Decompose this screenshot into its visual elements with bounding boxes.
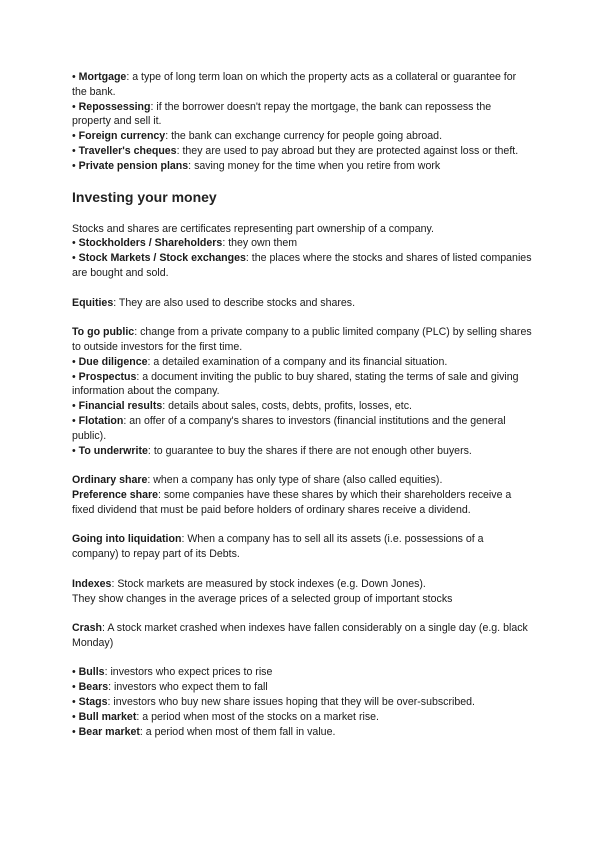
- term: To underwrite: [78, 444, 148, 457]
- definition: they are used to pay abroad but they are protected against loss or theft.: [182, 144, 519, 157]
- list-item: • To underwrite: to guarantee to buy the shares if there are not enough other buyers.: [72, 444, 472, 457]
- list-item: • Flotation: an offer of a company's shares to investors (financial institutions and the general public).: [72, 414, 506, 442]
- term: Stockholders / Shareholders: [78, 237, 223, 250]
- term: Mortgage: [78, 71, 127, 83]
- list-item: • Prospectus: a document inviting the public to buy shared, stating the terms of sale and giving information about the company.: [72, 370, 519, 398]
- definition: change from a private company to a public limited company (PLC) by selling shares to outside investors for the first time.: [72, 326, 532, 353]
- list-item: • Due diligence: a detailed examination of a company and its financial situation.: [72, 355, 448, 368]
- definition: a document inviting the public to buy shared, stating the terms of sale and giving information about the company.: [72, 370, 519, 398]
- term: Flotation: [78, 414, 124, 427]
- document-page: [72, 70, 532, 739]
- term: Traveller's cheques: [78, 144, 177, 157]
- term: Indexes: [72, 577, 112, 590]
- definition: the places where the stocks and shares of listed companies are bought and sold.: [72, 252, 532, 279]
- indexes-paragraph: Indexes: Stock markets are measured by stock indexes (e.g. Down Jones).: [72, 577, 426, 590]
- definition: a period when most of the stocks on a market rise.: [142, 710, 379, 723]
- definition: an offer of a company's shares to investors (financial institutions and the general public).: [72, 414, 506, 442]
- definition: a type of long term loan on which the property acts as a collateral or guarantee for the bank.: [72, 71, 517, 98]
- ordinary-share-paragraph: Ordinary share: when a company has only type of share (also called equities).: [72, 474, 443, 487]
- definition: They are also used to describe stocks and shares.: [118, 296, 356, 309]
- go-public-paragraph: To go public: change from a private company to a public limited company (PLC) by selling shares to outside investors for the first time.: [72, 326, 532, 353]
- definition: if the borrower doesn't repay the mortgage, the bank can repossess the property and sell it.: [72, 100, 492, 128]
- equities-paragraph: Equities: They are also used to describe stocks and shares.: [72, 296, 356, 309]
- definition: some companies have these shares by which their shareholders receive a fixed dividend that must be paid before holders of ordinary shares receive a dividend.: [72, 488, 512, 516]
- term: To go public: [72, 326, 135, 339]
- crash-paragraph: Crash: A stock market crashed when indexes have fallen considerably on a single day (e.g. black Monday): [72, 622, 528, 649]
- banking-terms-list: [72, 70, 532, 174]
- list-item: • Stock Markets / Stock exchanges: the places where the stocks and shares of listed companies are bought and sold.: [72, 252, 532, 279]
- term: Bears: [78, 681, 109, 694]
- definition: to guarantee to buy the shares if there are not enough other buyers.: [153, 444, 472, 457]
- list-item: • Foreign currency: the bank can exchange currency for people going abroad.: [72, 130, 443, 143]
- list-item: • Stockholders / Shareholders: they own them: [72, 237, 298, 250]
- list-item: • Repossessing: if the borrower doesn't repay the mortgage, the bank can repossess the property and sell it.: [72, 100, 492, 128]
- definition: investors who expect them to fall: [114, 681, 268, 694]
- term: Due diligence: [78, 355, 148, 368]
- term: Financial results: [78, 400, 163, 413]
- ownership-terms-list: [72, 236, 532, 280]
- definition: investors who expect prices to rise: [110, 666, 273, 679]
- intro-paragraph: Stocks and shares are certificates representing part ownership of a company.: [72, 222, 434, 235]
- indexes-explanation: They show changes in the average prices of a selected group of important stocks: [72, 592, 453, 605]
- term: Repossessing: [78, 100, 151, 113]
- definition: a detailed examination of a company and its financial situation.: [153, 355, 448, 368]
- definition: When a company has to sell all its assets (i.e. possessions of a company) to repay part of its Debts.: [72, 533, 484, 561]
- definition: the bank can exchange currency for people going abroad.: [171, 130, 443, 143]
- definition: Stock markets are measured by stock indexes (e.g. Down Jones).: [117, 577, 426, 590]
- list-item: • Stags: investors who buy new share issues hoping that they will be over-subscribed.: [72, 696, 475, 709]
- term: Foreign currency: [78, 130, 166, 143]
- go-public-terms-list: [72, 355, 532, 459]
- term: Bulls: [78, 666, 105, 679]
- term: Equities: [72, 296, 114, 309]
- definition: a period when most of them fall in value.: [145, 725, 336, 738]
- list-item: • Private pension plans: saving money for the time when you retire from work: [72, 159, 441, 172]
- definition: A stock market crashed when indexes have fallen considerably on a single day (e.g. black Monday): [72, 622, 528, 649]
- preference-share-paragraph: Preference share: some companies have these shares by which their shareholders receive a fixed dividend that must be paid before holders of ordinary shares receive a dividend.: [72, 488, 512, 516]
- market-terms-list: [72, 665, 532, 739]
- term: Crash: [72, 622, 103, 635]
- list-item: • Financial results: details about sales, costs, debts, profits, losses, etc.: [72, 400, 412, 413]
- term: Stags: [78, 696, 108, 709]
- term: Ordinary share: [72, 474, 148, 487]
- list-item: • Mortgage: a type of long term loan on which the property acts as a collateral or guarantee for the bank.: [72, 71, 517, 98]
- list-item: • Bears: investors who expect them to fall: [72, 681, 268, 694]
- list-item: • Bull market: a period when most of the stocks on a market rise.: [72, 710, 379, 723]
- liquidation-paragraph: Going into liquidation: When a company has to sell all its assets (i.e. possessions of a company) to repay part of its Debts.: [72, 533, 484, 561]
- list-item: • Bulls: investors who expect prices to rise: [72, 666, 273, 679]
- term: Going into liquidation: [72, 533, 182, 546]
- definition: investors who buy new share issues hoping that they will be over-subscribed.: [113, 696, 475, 709]
- definition: when a company has only type of share (also called equities).: [153, 474, 443, 487]
- definition: details about sales, costs, debts, profits, losses, etc.: [168, 400, 412, 413]
- term: Preference share: [72, 488, 158, 501]
- term: Stock Markets / Stock exchanges: [78, 252, 246, 265]
- section-heading: Investing your money: [72, 188, 217, 205]
- term: Prospectus: [78, 370, 137, 383]
- term: Private pension plans: [78, 159, 189, 172]
- term: Bull market: [78, 710, 137, 723]
- definition: they own them: [228, 237, 298, 250]
- term: Bear market: [78, 725, 140, 738]
- list-item: • Bear market: a period when most of them fall in value.: [72, 725, 336, 738]
- definition: saving money for the time when you retire from work: [194, 159, 441, 172]
- list-item: • Traveller's cheques: they are used to pay abroad but they are protected against loss or theft.: [72, 144, 519, 157]
